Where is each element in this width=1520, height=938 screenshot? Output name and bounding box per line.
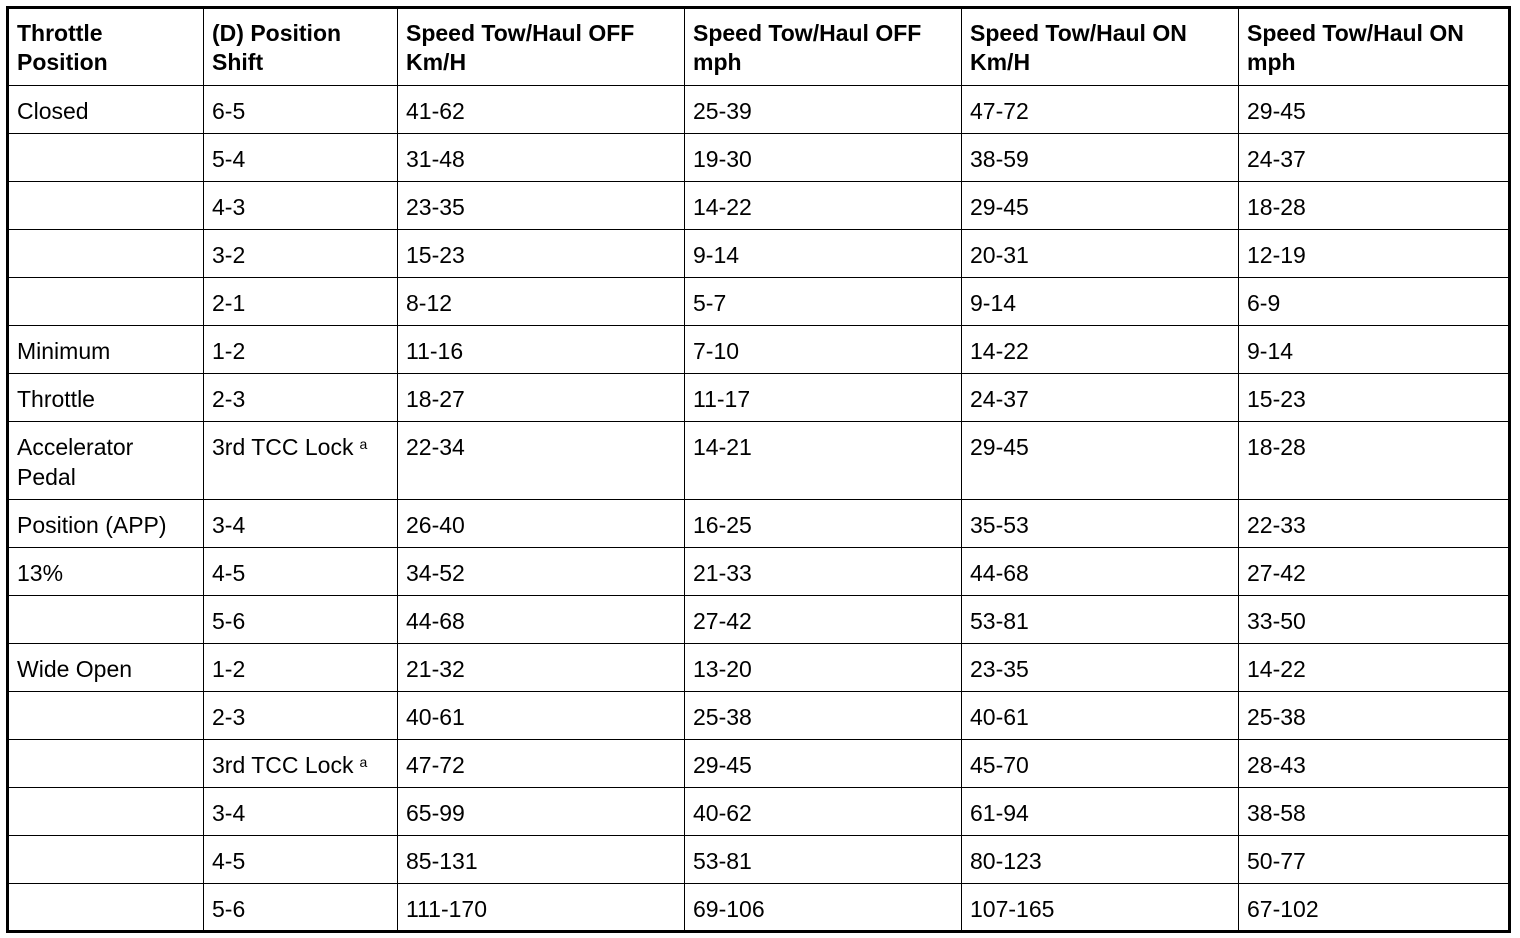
tow-haul-on-kmh-cell: 9-14 (962, 278, 1239, 326)
throttle-position-cell (8, 740, 204, 788)
table-row (8, 884, 1510, 932)
tow-haul-on-mph-cell: 25-38 (1239, 692, 1510, 740)
tow-haul-on-kmh-cell: 23-35 (962, 644, 1239, 692)
shift-label: 3rd TCC Lock (212, 434, 354, 460)
tow-haul-off-mph-cell: 25-39 (685, 86, 962, 134)
position-shift-cell: 4-5 (204, 836, 398, 884)
throttle-position-cell: Accelerator Pedal (8, 422, 204, 500)
table-row (8, 836, 1510, 884)
throttle-position-cell: Minimum (8, 326, 204, 374)
tow-haul-on-kmh-cell: 61-94 (962, 788, 1239, 836)
tow-haul-on-mph-cell: 33-50 (1239, 596, 1510, 644)
tow-haul-off-mph-cell: 69-106 (685, 884, 962, 932)
throttle-position-cell: Throttle (8, 374, 204, 422)
position-shift-cell: 5-6 (204, 596, 398, 644)
table-row (8, 596, 1510, 644)
throttle-position-cell (8, 134, 204, 182)
tow-haul-off-mph-cell: 7-10 (685, 326, 962, 374)
throttle-position-cell (8, 836, 204, 884)
table-row (8, 182, 1510, 230)
tow-haul-on-kmh-cell: 80-123 (962, 836, 1239, 884)
tow-haul-off-mph-cell: 53-81 (685, 836, 962, 884)
tow-haul-on-kmh-cell: 47-72 (962, 86, 1239, 134)
tow-haul-off-mph-cell: 19-30 (685, 134, 962, 182)
tow-haul-off-kmh-cell: 18-27 (398, 374, 685, 422)
header-tow-haul-on-kmh: Speed Tow/Haul ON Km/H (962, 8, 1239, 86)
tow-haul-off-mph-cell: 21-33 (685, 548, 962, 596)
tow-haul-off-mph-cell: 29-45 (685, 740, 962, 788)
throttle-position-cell (8, 788, 204, 836)
position-shift-cell: 5-6 (204, 884, 398, 932)
position-shift-cell: 4-5 (204, 548, 398, 596)
table-row (8, 374, 1510, 422)
tow-haul-on-kmh-cell: 29-45 (962, 182, 1239, 230)
table-row (8, 692, 1510, 740)
tow-haul-on-kmh-cell: 35-53 (962, 500, 1239, 548)
tow-haul-off-kmh-cell: 21-32 (398, 644, 685, 692)
position-shift-cell: 4-3 (204, 182, 398, 230)
tow-haul-on-kmh-cell: 45-70 (962, 740, 1239, 788)
shift-speed-table (6, 6, 1511, 933)
tow-haul-on-mph-cell: 27-42 (1239, 548, 1510, 596)
tow-haul-off-kmh-cell: 65-99 (398, 788, 685, 836)
tow-haul-off-mph-cell: 16-25 (685, 500, 962, 548)
tow-haul-off-kmh-cell: 15-23 (398, 230, 685, 278)
tow-haul-on-kmh-cell: 53-81 (962, 596, 1239, 644)
tow-haul-on-mph-cell: 18-28 (1239, 422, 1510, 500)
position-shift-cell (204, 422, 398, 500)
shift-label: 3rd TCC Lock (212, 752, 354, 778)
tow-haul-off-mph-cell: 25-38 (685, 692, 962, 740)
tow-haul-off-kmh-cell: 41-62 (398, 86, 685, 134)
tow-haul-off-mph-cell: 40-62 (685, 788, 962, 836)
position-shift-cell: 2-3 (204, 692, 398, 740)
tow-haul-on-kmh-cell: 24-37 (962, 374, 1239, 422)
header-tow-haul-off-kmh: Speed Tow/Haul OFF Km/H (398, 8, 685, 86)
tow-haul-on-mph-cell: 67-102 (1239, 884, 1510, 932)
table-row (8, 788, 1510, 836)
tow-haul-on-mph-cell: 24-37 (1239, 134, 1510, 182)
tow-haul-on-mph-cell: 28-43 (1239, 740, 1510, 788)
tow-haul-on-mph-cell: 12-19 (1239, 230, 1510, 278)
tow-haul-off-kmh-cell: 47-72 (398, 740, 685, 788)
tow-haul-on-mph-cell: 22-33 (1239, 500, 1510, 548)
table-row (8, 86, 1510, 134)
tow-haul-off-kmh-cell: 23-35 (398, 182, 685, 230)
header-throttle-position: Throttle Position (8, 8, 204, 86)
tow-haul-off-kmh-cell: 11-16 (398, 326, 685, 374)
throttle-position-cell (8, 596, 204, 644)
tow-haul-off-mph-cell: 14-22 (685, 182, 962, 230)
tow-haul-off-kmh-cell: 111-170 (398, 884, 685, 932)
tow-haul-off-mph-cell: 14-21 (685, 422, 962, 500)
throttle-position-cell: 13% (8, 548, 204, 596)
header-position-shift: (D) Position Shift (204, 8, 398, 86)
throttle-position-cell: Wide Open (8, 644, 204, 692)
footnote-marker: a (359, 436, 368, 452)
tow-haul-off-kmh-cell: 85-131 (398, 836, 685, 884)
position-shift-cell: 5-4 (204, 134, 398, 182)
throttle-position-cell: Closed (8, 86, 204, 134)
throttle-position-cell (8, 230, 204, 278)
table-row (8, 548, 1510, 596)
tow-haul-off-mph-cell: 5-7 (685, 278, 962, 326)
tow-haul-on-mph-cell: 6-9 (1239, 278, 1510, 326)
throttle-position-cell (8, 182, 204, 230)
tow-haul-on-mph-cell: 14-22 (1239, 644, 1510, 692)
tow-haul-off-kmh-cell: 22-34 (398, 422, 685, 500)
tow-haul-on-mph-cell: 50-77 (1239, 836, 1510, 884)
tow-haul-off-mph-cell: 11-17 (685, 374, 962, 422)
header-tow-haul-off-mph: Speed Tow/Haul OFF mph (685, 8, 962, 86)
tow-haul-on-mph-cell: 18-28 (1239, 182, 1510, 230)
tow-haul-off-mph-cell: 13-20 (685, 644, 962, 692)
table-row (8, 644, 1510, 692)
table-row (8, 500, 1510, 548)
throttle-position-cell (8, 692, 204, 740)
position-shift-cell: 6-5 (204, 86, 398, 134)
table-row (8, 278, 1510, 326)
position-shift-cell: 2-3 (204, 374, 398, 422)
position-shift-cell: 2-1 (204, 278, 398, 326)
position-shift-cell (204, 740, 398, 788)
tow-haul-off-kmh-cell: 40-61 (398, 692, 685, 740)
tow-haul-on-kmh-cell: 44-68 (962, 548, 1239, 596)
position-shift-cell: 1-2 (204, 644, 398, 692)
header-tow-haul-on-mph: Speed Tow/Haul ON mph (1239, 8, 1510, 86)
tow-haul-off-kmh-cell: 44-68 (398, 596, 685, 644)
tow-haul-on-kmh-cell: 20-31 (962, 230, 1239, 278)
tow-haul-on-mph-cell: 9-14 (1239, 326, 1510, 374)
throttle-position-cell: Position (APP) (8, 500, 204, 548)
tow-haul-off-kmh-cell: 26-40 (398, 500, 685, 548)
header-row (8, 8, 1510, 86)
table-row (8, 422, 1510, 500)
tow-haul-on-kmh-cell: 107-165 (962, 884, 1239, 932)
table-row (8, 134, 1510, 182)
table-row (8, 230, 1510, 278)
tow-haul-on-kmh-cell: 40-61 (962, 692, 1239, 740)
tow-haul-off-kmh-cell: 34-52 (398, 548, 685, 596)
tow-haul-off-kmh-cell: 8-12 (398, 278, 685, 326)
throttle-position-cell (8, 278, 204, 326)
position-shift-cell: 3-4 (204, 500, 398, 548)
footnote-marker: a (359, 754, 368, 770)
tow-haul-off-kmh-cell: 31-48 (398, 134, 685, 182)
position-shift-cell: 3-2 (204, 230, 398, 278)
table-row (8, 326, 1510, 374)
table-row (8, 740, 1510, 788)
position-shift-cell: 1-2 (204, 326, 398, 374)
tow-haul-off-mph-cell: 9-14 (685, 230, 962, 278)
tow-haul-on-kmh-cell: 29-45 (962, 422, 1239, 500)
position-shift-cell: 3-4 (204, 788, 398, 836)
tow-haul-off-mph-cell: 27-42 (685, 596, 962, 644)
tow-haul-on-mph-cell: 15-23 (1239, 374, 1510, 422)
tow-haul-on-mph-cell: 38-58 (1239, 788, 1510, 836)
throttle-position-cell (8, 884, 204, 932)
tow-haul-on-kmh-cell: 38-59 (962, 134, 1239, 182)
tow-haul-on-mph-cell: 29-45 (1239, 86, 1510, 134)
tow-haul-on-kmh-cell: 14-22 (962, 326, 1239, 374)
